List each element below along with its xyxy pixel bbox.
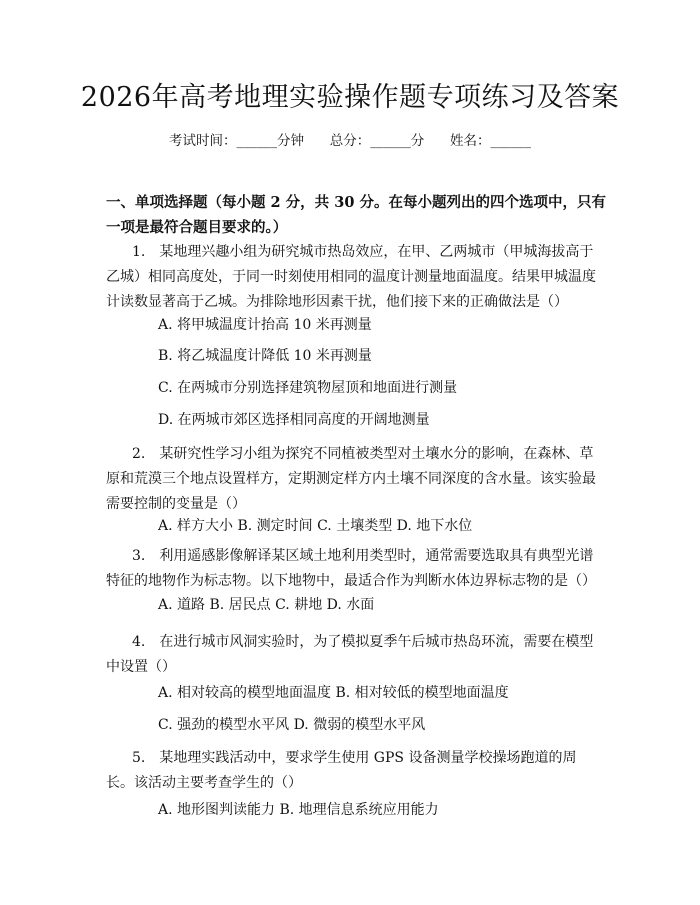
exam-info-line: 考试时间：______分钟 总分：______分 姓名：______	[169, 133, 531, 149]
option-1b: B. 将乙城温度计降低 10 米再测量	[158, 348, 372, 364]
option-2-line: A. 样方大小 B. 测定时间 C. 土壤类型 D. 地下水位	[158, 518, 473, 534]
section-heading: 一、单项选择题（每小题 2 分，共 30 分。在每小题列出的四个选项中，只有一项是最符合题目要求的。）	[106, 194, 606, 236]
option-1c: C. 在两城市分别选择建筑物屋顶和地面进行测量	[158, 380, 458, 396]
option-4-line-2: C. 强劲的模型水平风 D. 微弱的模型水平风	[158, 717, 426, 733]
option-1d: D. 在两城市郊区选择相同高度的开阔地测量	[158, 412, 430, 428]
question-3: 3. 利用遥感影像解译某区域土地利用类型时，通常需要选取具有典型光谱特征的地物作为标志物。以下地物中，最适合作为判断水体边界标志物的是（）	[106, 548, 596, 589]
option-4-line-1: A. 相对较高的模型地面温度 B. 相对较低的模型地面温度	[158, 685, 509, 701]
option-3-line: A. 道路 B. 居民点 C. 耕地 D. 水面	[158, 597, 375, 613]
document-title: 2026年高考地理实验操作题专项练习及答案	[80, 82, 620, 113]
option-1a: A. 将甲城温度计抬高 10 米再测量	[158, 317, 372, 333]
question-1: 1. 某地理兴趣小组为研究城市热岛效应，在甲、乙两城市（甲城海拔高于乙城）相同高度处，于同一时刻使用相同的温度计测量地面温度。结果甲城温度计读数显著高于乙城。为排除地形因素干扰，他们接下来的正确做法是（）	[106, 244, 596, 310]
option-5-line: A. 地形图判读能力 B. 地理信息系统应用能力	[158, 802, 439, 818]
question-4: 4. 在进行城市风洞实验时，为了模拟夏季午后城市热岛环流，需要在模型中设置（）	[106, 634, 594, 675]
question-2: 2. 某研究性学习小组为探究不同植被类型对土壤水分的影响，在森林、草原和荒漠三个地点设置样方，定期测定样方内土壤不同深度的含水量。该实验最需要控制的变量是（）	[106, 446, 596, 512]
question-5: 5. 某地理实践活动中，要求学生使用 GPS 设备测量学校操场跑道的周长。该活动主要考查学生的（）	[106, 750, 577, 791]
